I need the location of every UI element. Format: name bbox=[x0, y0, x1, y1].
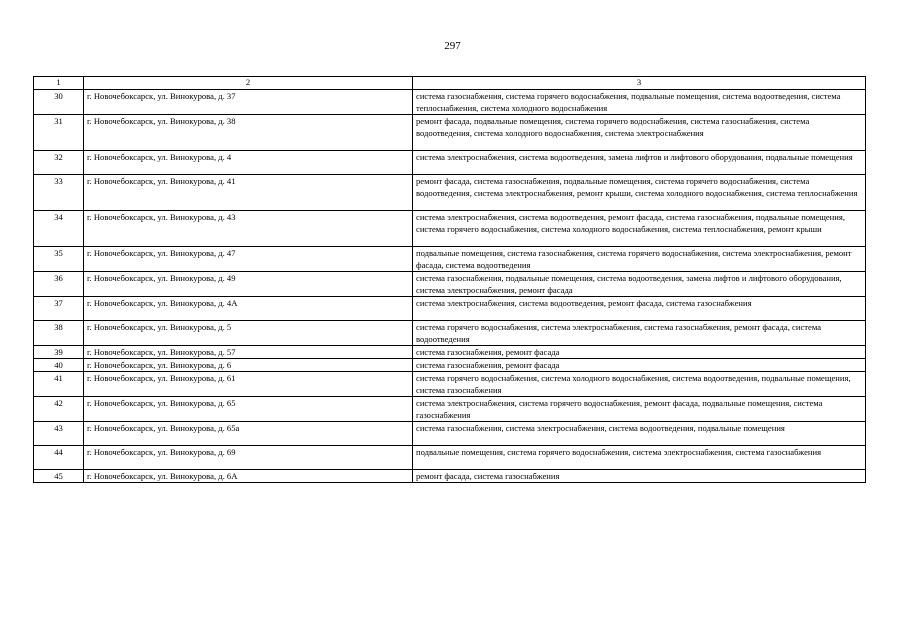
row-address: г. Новочебоксарск, ул. Винокурова, д. 37 bbox=[84, 90, 413, 115]
row-address: г. Новочебоксарск, ул. Винокурова, д. 65а bbox=[84, 422, 413, 446]
table-header-row bbox=[34, 77, 866, 90]
row-address: г. Новочебоксарск, ул. Винокурова, д. 69 bbox=[84, 446, 413, 470]
row-number: 45 bbox=[34, 470, 84, 483]
row-number: 39 bbox=[34, 346, 84, 359]
row-number: 31 bbox=[34, 115, 84, 151]
table-row bbox=[34, 151, 866, 175]
row-number: 36 bbox=[34, 272, 84, 297]
row-address: г. Новочебоксарск, ул. Винокурова, д. 6А bbox=[84, 470, 413, 483]
column-header-2: 2 bbox=[84, 77, 413, 90]
row-number: 43 bbox=[34, 422, 84, 446]
row-number: 38 bbox=[34, 321, 84, 346]
row-address: г. Новочебоксарск, ул. Винокурова, д. 43 bbox=[84, 211, 413, 247]
row-number: 32 bbox=[34, 151, 84, 175]
row-works: ремонт фасада, подвальные помещения, система горячего водоснабжения, система газоснабжения, система водоотведения, система холодного водоснабжения, система электроснабжения bbox=[413, 115, 866, 151]
row-address: г. Новочебоксарск, ул. Винокурова, д. 61 bbox=[84, 372, 413, 397]
row-works: система электроснабжения, система горячего водоснабжения, ремонт фасада, подвальные помещения, система газоснабжения bbox=[413, 397, 866, 422]
row-number: 35 bbox=[34, 247, 84, 272]
row-address: г. Новочебоксарск, ул. Винокурова, д. 4А bbox=[84, 297, 413, 321]
row-works: система газоснабжения, ремонт фасада bbox=[413, 359, 866, 372]
row-works: система газоснабжения, система горячего водоснабжения, подвальные помещения, система водоотведения, система теплоснабжения, система холодного водоснабжения bbox=[413, 90, 866, 115]
row-works: система горячего водоснабжения, система электроснабжения, система газоснабжения, ремонт фасада, система водоотведения bbox=[413, 321, 866, 346]
table-row bbox=[34, 446, 866, 470]
table-row bbox=[34, 297, 866, 321]
row-address: г. Новочебоксарск, ул. Винокурова, д. 6 bbox=[84, 359, 413, 372]
row-number: 34 bbox=[34, 211, 84, 247]
row-works: система газоснабжения, подвальные помещения, система водоотведения, замена лифтов и лифтового оборудования, система электроснабжения, ремонт фасада bbox=[413, 272, 866, 297]
table-row bbox=[34, 321, 866, 346]
table-row bbox=[34, 90, 866, 115]
work-table bbox=[33, 76, 866, 483]
table-row bbox=[34, 372, 866, 397]
table-row bbox=[34, 346, 866, 359]
table-row bbox=[34, 175, 866, 211]
row-works: система газоснабжения, ремонт фасада bbox=[413, 346, 866, 359]
table-row bbox=[34, 470, 866, 483]
row-number: 30 bbox=[34, 90, 84, 115]
column-header-1: 1 bbox=[34, 77, 84, 90]
table-row bbox=[34, 211, 866, 247]
row-address: г. Новочебоксарск, ул. Винокурова, д. 49 bbox=[84, 272, 413, 297]
row-address: г. Новочебоксарск, ул. Винокурова, д. 65 bbox=[84, 397, 413, 422]
table-row bbox=[34, 359, 866, 372]
table-row bbox=[34, 247, 866, 272]
row-works: подвальные помещения, система газоснабжения, система горячего водоснабжения, система электроснабжения, ремонт фасада, система водоотведения bbox=[413, 247, 866, 272]
table-row bbox=[34, 272, 866, 297]
row-works: подвальные помещения, система горячего водоснабжения, система электроснабжения, система газоснабжения bbox=[413, 446, 866, 470]
row-works: система электроснабжения, система водоотведения, ремонт фасада, система газоснабжения bbox=[413, 297, 866, 321]
row-works: система электроснабжения, система водоотведения, замена лифтов и лифтового оборудования, подвальные помещения bbox=[413, 151, 866, 175]
row-number: 42 bbox=[34, 397, 84, 422]
column-header-3: 3 bbox=[413, 77, 866, 90]
row-works: система газоснабжения, система электроснабжения, система водоотведения, подвальные помещения bbox=[413, 422, 866, 446]
table-row bbox=[34, 397, 866, 422]
row-address: г. Новочебоксарск, ул. Винокурова, д. 38 bbox=[84, 115, 413, 151]
row-address: г. Новочебоксарск, ул. Винокурова, д. 5 bbox=[84, 321, 413, 346]
row-works: система электроснабжения, система водоотведения, ремонт фасада, система газоснабжения, подвальные помещения, система горячего водоснабжения, система холодного водоснабжения, система теплоснабжения, ремонт крыши bbox=[413, 211, 866, 247]
row-number: 37 bbox=[34, 297, 84, 321]
row-works: система горячего водоснабжения, система холодного водоснабжения, система водоотведения, подвальные помещения, система газоснабжения bbox=[413, 372, 866, 397]
page-number: 297 bbox=[444, 40, 461, 52]
row-address: г. Новочебоксарск, ул. Винокурова, д. 47 bbox=[84, 247, 413, 272]
row-address: г. Новочебоксарск, ул. Винокурова, д. 4 bbox=[84, 151, 413, 175]
row-number: 33 bbox=[34, 175, 84, 211]
row-number: 40 bbox=[34, 359, 84, 372]
row-works: ремонт фасада, система газоснабжения bbox=[413, 470, 866, 483]
row-address: г. Новочебоксарск, ул. Винокурова, д. 57 bbox=[84, 346, 413, 359]
row-number: 44 bbox=[34, 446, 84, 470]
table-row bbox=[34, 115, 866, 151]
row-address: г. Новочебоксарск, ул. Винокурова, д. 41 bbox=[84, 175, 413, 211]
row-works: ремонт фасада, система газоснабжения, подвальные помещения, система горячего водоснабжения, система водоотведения, система электроснабжения, ремонт крыши, система холодного водоснабжения, система теплоснабжения bbox=[413, 175, 866, 211]
table-row bbox=[34, 422, 866, 446]
row-number: 41 bbox=[34, 372, 84, 397]
